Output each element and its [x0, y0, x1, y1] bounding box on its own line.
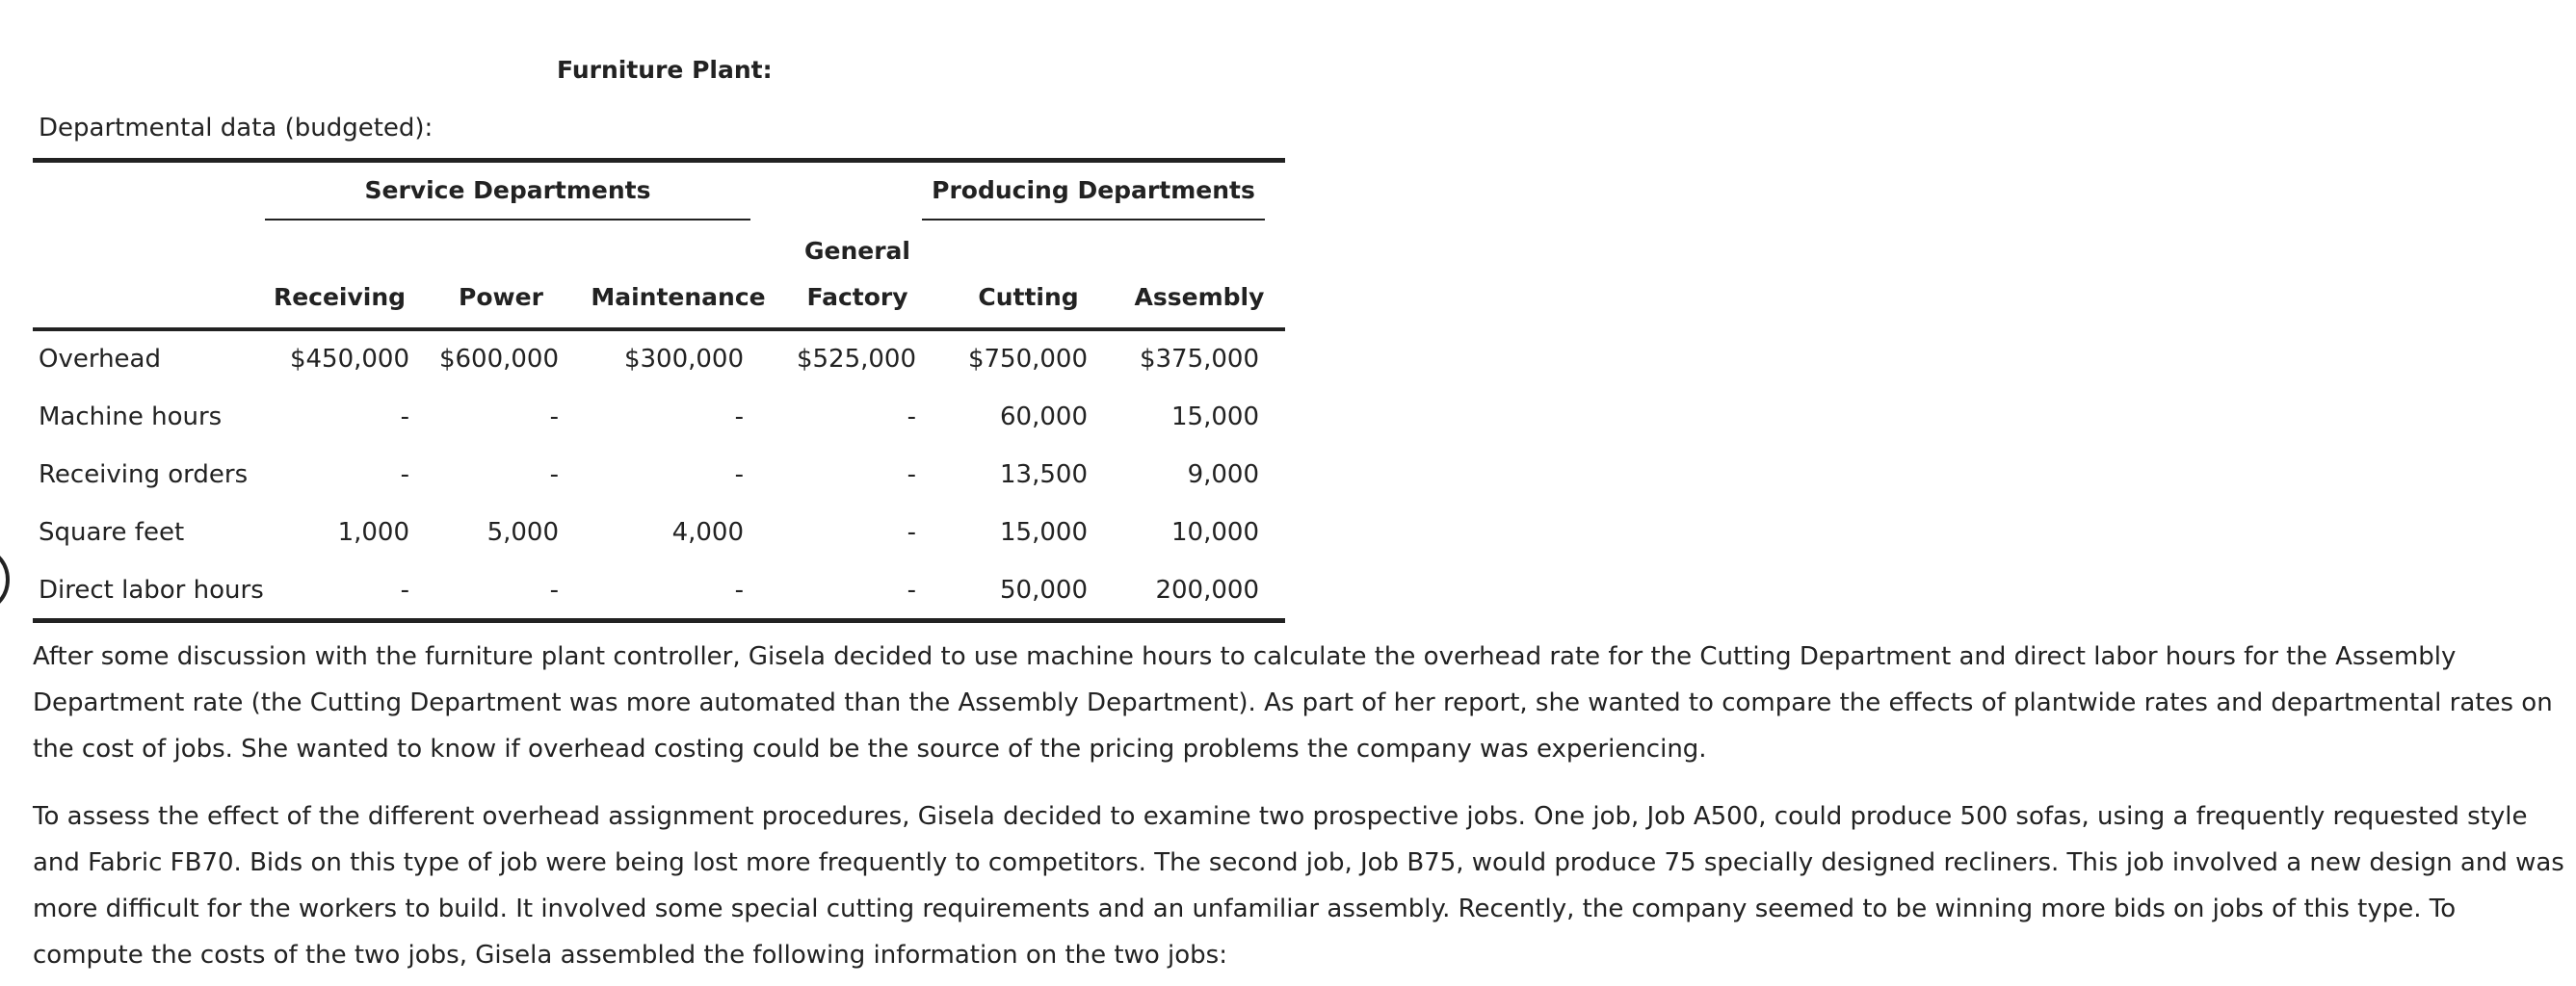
paragraph-overhead-discussion: After some discussion with the furniture plant controller, Gisela decided to use machine hours to calculate the overhead rate for the Cutting Department and direct labor hours for the Assembly Department rate (the Cutting Department was more automated than the Assembly Department). As part of her report, she wanted to compare the effects of plantwide rates and departmental rates on the cost of jobs. She wanted to know if overhead costing could be the source of the pricing problems the company was experiencing. [33, 642, 2553, 764]
table-cell: 60,000 [1000, 402, 1088, 431]
table-cell: $750,000 [967, 345, 1088, 374]
table-cell: $375,000 [1139, 345, 1259, 374]
group-rule-service [265, 219, 750, 221]
table-cell: 13,500 [1000, 460, 1088, 489]
table-header-rule [33, 327, 1285, 331]
table-cell: 50,000 [1000, 576, 1088, 605]
column-header-cutting: Cutting [978, 283, 1079, 311]
table-cell: 10,000 [1171, 518, 1259, 547]
table-cell: 1,000 [337, 518, 409, 547]
table-cell: - [400, 576, 409, 605]
column-header-general-factory-line2: Factory [806, 283, 908, 311]
group-rule-producing [922, 219, 1265, 221]
table-cell: 9,000 [1187, 460, 1259, 489]
row-label-direct-labor-hours: Direct labor hours [39, 576, 264, 605]
table-cell: - [907, 518, 916, 547]
page-title: Furniture Plant: [557, 56, 773, 84]
table-cell: - [907, 402, 916, 431]
table-cell: - [734, 402, 744, 431]
table-cell: - [907, 576, 916, 605]
row-label-receiving-orders: Receiving orders [39, 460, 249, 489]
column-header-assembly: Assembly [1134, 283, 1265, 311]
column-header-maintenance: Maintenance [591, 283, 766, 311]
table-caption: Departmental data (budgeted): [39, 114, 434, 143]
table-cell: 15,000 [1000, 518, 1088, 547]
table-cell: - [549, 576, 559, 605]
table-cell: $300,000 [623, 345, 744, 374]
table-cell: - [549, 460, 559, 489]
table-cell: 15,000 [1171, 402, 1259, 431]
group-header-service: Service Departments [364, 176, 651, 204]
table-cell: - [734, 460, 744, 489]
table-cell: 5,000 [486, 518, 559, 547]
circle-marker-icon [0, 545, 10, 614]
table-cell: 200,000 [1155, 576, 1259, 605]
table-top-rule [33, 158, 1285, 163]
table-cell: $600,000 [438, 345, 559, 374]
table-bottom-rule [33, 618, 1285, 623]
paragraph-job-assessment: To assess the effect of the different overhead assignment procedures, Gisela decided to examine two prospective jobs. One job, Job A500, could produce 500 sofas, using a frequently requested style and Fabric FB70. Bids on this type of job were being lost more frequently to competitors. The second job, Job B75, would produce 75 specially designed recliners. This job involved a new design and was more difficult for the workers to build. It involved some special cutting requirements and an unfamiliar assembly. Recently, the company seemed to be winning more bids on jobs of this type. To compute the costs of the two jobs, Gisela assembled the following information on the two jobs: [33, 802, 2564, 970]
table-cell: $450,000 [289, 345, 409, 374]
row-label-machine-hours: Machine hours [39, 402, 223, 431]
table-cell: - [400, 402, 409, 431]
table-cell: $525,000 [796, 345, 916, 374]
row-label-square-feet: Square feet [39, 518, 185, 547]
column-header-receiving: Receiving [273, 283, 407, 311]
table-cell: - [400, 460, 409, 489]
table-cell: - [549, 402, 559, 431]
table-cell: 4,000 [671, 518, 744, 547]
group-header-producing: Producing Departments [932, 176, 1255, 204]
row-label-overhead: Overhead [39, 345, 161, 374]
column-header-power: Power [459, 283, 543, 311]
table-cell: - [734, 576, 744, 605]
table-cell: - [907, 460, 916, 489]
column-header-general-factory-line1: General [804, 237, 910, 265]
